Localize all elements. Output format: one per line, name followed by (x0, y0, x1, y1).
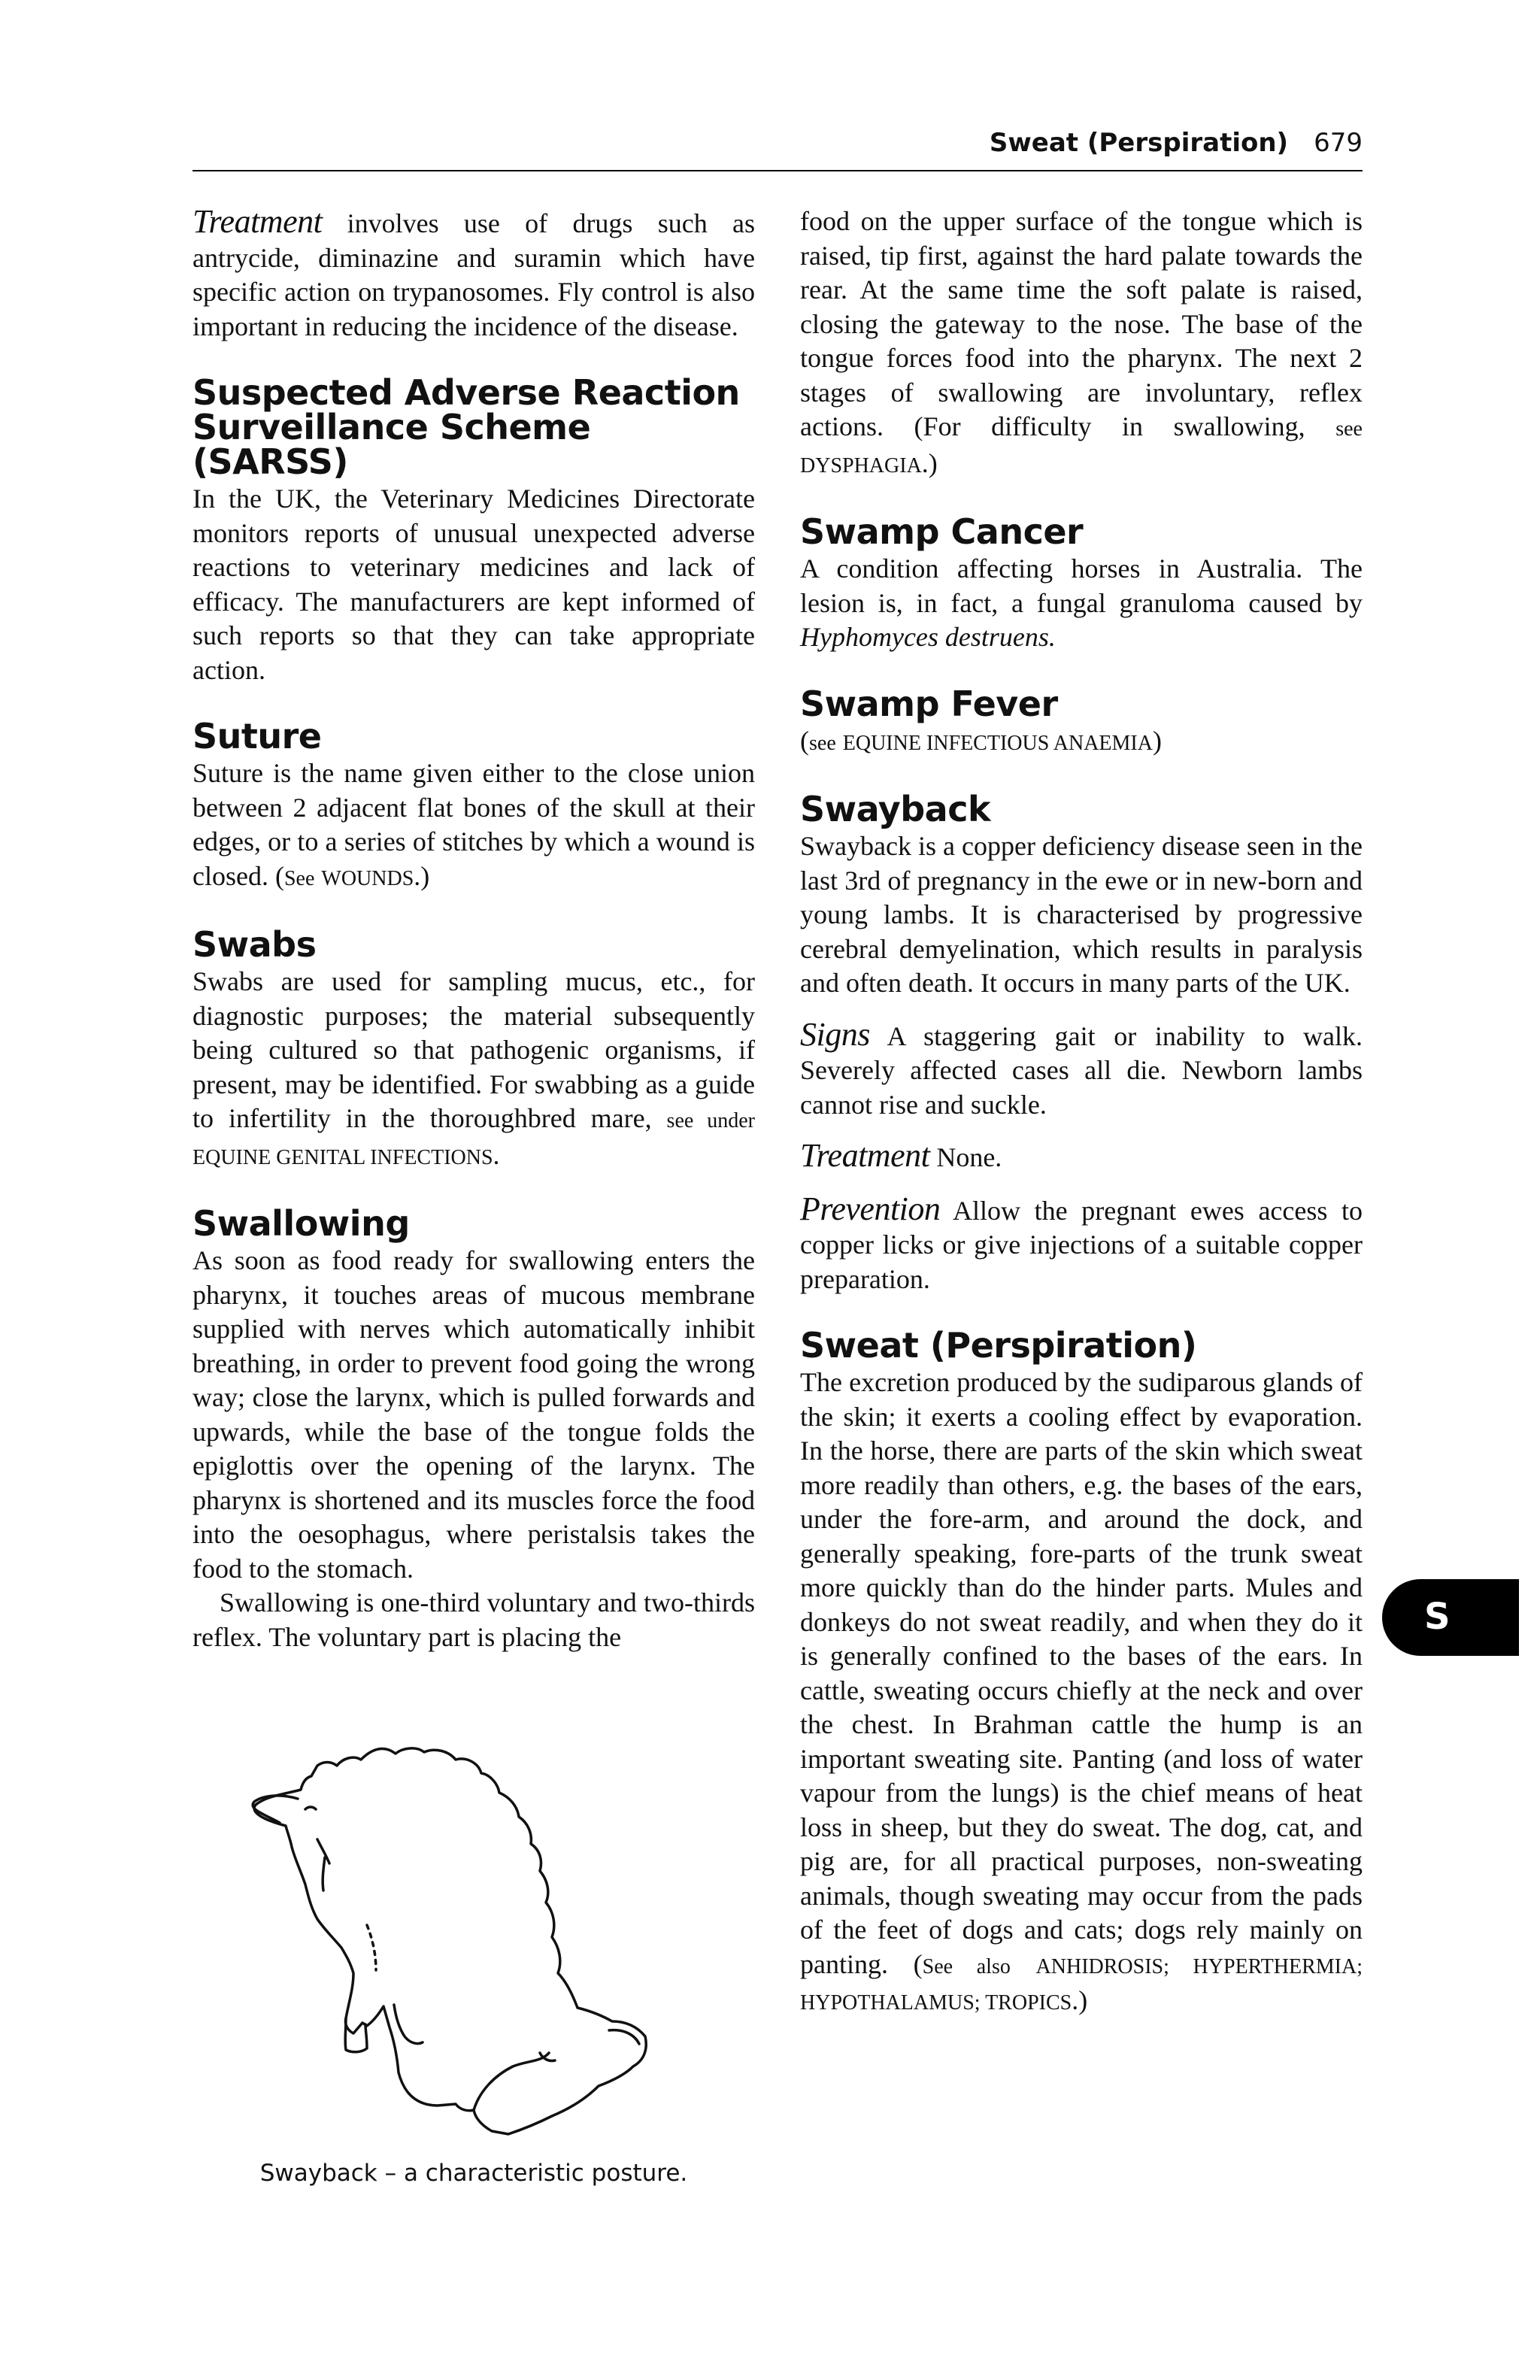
cross-reference-eia: EQUINE INFECTIOUS ANAEMIA (842, 731, 1153, 755)
cross-reference-dysphagia: DYSPHAGIA (800, 453, 922, 478)
swabs-text: Swabs are used for sampling mucus, etc., for diagnostic purposes; the material subsequently being cultured so that pathogenic organisms, if present, may be identified. For swabbing as a guide to infertility in the thoroughbred mare, (192, 966, 755, 1133)
swallowing-para-2: Swallowing is one-third voluntary and two-thirds reflex. The voluntary part is placing the (192, 1587, 755, 1652)
suture-paragraph (192, 756, 755, 896)
swabs-paragraph (192, 965, 755, 1175)
run-in-heading-treatment: Treatment (800, 1137, 930, 1174)
cross-reference-wounds: WOUNDS (321, 866, 414, 890)
cross-reference-list: ANHIDROSIS; HYPERTHERMIA; HYPOTHALAMUS; TROPICS (800, 1954, 1363, 2015)
lamb-jaw-line (323, 1857, 325, 1890)
swamp-cancer-text: A condition affecting horses in Australia. The lesion is, in fact, a fungal granuloma caused by (800, 553, 1363, 618)
page-number: 679 (1314, 128, 1363, 158)
swayback-prevention-text: Allow the pregnant ewes access to copper licks or give injections of a suitable copper preparation. (800, 1195, 1363, 1294)
see-label: see (1335, 417, 1363, 441)
entry-heading-sweat: Sweat (Perspiration) (800, 1325, 1197, 1366)
swallowing-continued-paragraph (800, 205, 1363, 483)
running-header (192, 128, 1363, 167)
swamp-fever-end: ) (1152, 725, 1162, 756)
sarss-text: In the UK, the Veterinary Medicines Directorate monitors reports of unusual unexpected adverse reactions to veterinary medicines and lack of efficacy. The manufacturers are kept informed of such reports so that they can take appropriate action. (192, 484, 755, 685)
swallowing-continued-text: food on the upper surface of the tongue which is raised, tip first, against the hard palate towards the rear. At the same time the soft palate is raised, closing the gateway to the nose. The base of the tongue forces food into the pharynx. The next 2 stages of swallowing are involuntary, reflex actions. (For difficulty in swallowing, (800, 206, 1363, 441)
lamb-tail (609, 2030, 639, 2044)
swallowing-continued-end: .) (921, 447, 938, 478)
see-label: See (283, 866, 315, 890)
see-also-label: See also (922, 1954, 1011, 1978)
running-header-title: Sweat (Perspiration) (989, 128, 1289, 158)
treatment-paragraph (192, 205, 755, 344)
lamb-front-leg-right (394, 2005, 423, 2044)
swamp-fever-open: ( (800, 725, 809, 756)
entry-heading-suture: Suture (192, 716, 322, 756)
sweat-paragraph (800, 1366, 1363, 2021)
swayback-prevention-paragraph (800, 1192, 1363, 1297)
entry-heading-swamp-cancer: Swamp Cancer (800, 511, 1084, 552)
entry-heading-swallowing: Swallowing (192, 1203, 410, 1244)
run-in-heading-prevention: Prevention (800, 1190, 941, 1227)
suture-text: Suture is the name given either to the close union between 2 adjacent flat bones of the skull at their edges, or to a series of stitches by which a wound is closed. ( (192, 758, 755, 891)
thumb-index-tab (1382, 1579, 1519, 1656)
header-rule (192, 170, 1363, 171)
lamb-illustration (233, 1699, 759, 2151)
swayback-treatment-paragraph (800, 1138, 1363, 1175)
lamb-ear (253, 1796, 298, 1823)
swayback-treatment-text: None. (929, 1142, 1002, 1172)
see-label: see under (666, 1109, 755, 1132)
swamp-fever-paragraph (800, 724, 1363, 761)
swayback-signs-text: A staggering gait or inability to walk. Severely affected cases all die. Newborn lambs cannot rise and suckle. (800, 1020, 1363, 1120)
swayback-lamb-figure (233, 1699, 759, 2181)
entry-heading-swamp-fever: Swamp Fever (800, 683, 1058, 724)
see-label: see (809, 731, 836, 755)
swayback-text: Swayback is a copper deficiency disease seen in the last 3rd of pregnancy in the ewe or in new-born and young lambs. It is characterised by progressive cerebral demyelination, which results in paralysis and often death. It occurs in many parts of the UK. (800, 831, 1363, 998)
cross-reference-equine-genital: EQUINE GENITAL INFECTIONS (192, 1145, 493, 1169)
entry-heading-swabs: Swabs (192, 924, 317, 965)
swabs-end: . (493, 1139, 500, 1170)
run-in-heading-treatment: Treatment (192, 203, 323, 240)
swamp-cancer-paragraph (800, 552, 1363, 655)
entry-heading-sarss: Suspected Adverse Reaction Surveillance Scheme (SARSS) (192, 372, 740, 482)
swayback-signs-paragraph (800, 1017, 1363, 1123)
organism-name: Hyphomyces destruens. (800, 622, 1056, 652)
sweat-end: .) (1072, 1985, 1088, 2015)
lamb-eye (305, 1807, 316, 1809)
swallowing-para-1: As soon as food ready for swallowing enters the pharynx, it touches areas of mucous membrane supplied with nerves which automatically inhibit breathing, in order to prevent food going the wrong way; close the larynx, which is pulled forwards and upwards, while the base of the tongue folds the epiglottis over the opening of the larynx. The pharynx is shortened and its muscles force the food into the oesophagus, where peristalsis takes the food to the stomach. (192, 1245, 755, 1584)
entry-heading-swayback: Swayback (800, 789, 991, 829)
treatment-text: involves use of drugs such as antrycide, diminazine and suramin which have specific action on trypanosomes. Fly control is also important in reducing the incidence of the disease. (192, 208, 755, 341)
suture-end: .) (414, 860, 430, 891)
run-in-heading-signs: Signs (800, 1015, 870, 1053)
sweat-text: The excretion produced by the sudiparous glands of the skin; it exerts a cooling effect by evaporation. In the horse, there are parts of the skin which sweat more readily than others, e.g. the bases of the ears, under the fore-arm, and around the dock, and generally speaking, fore-parts of the trunk sweat more quickly than do the hinder parts. Mules and donkeys do not sweat readily, and when they do it is generally confined to the bases of the ears. In cattle, sweating occurs chiefly at the neck and over the chest. In Brahman cattle the hump is an important sweating site. Panting (and loss of water vapour from the lungs) is the chief means of heat loss in sheep, but they do sweat. The dog, cat, and pig are, for all practical purposes, non-sweating animals, though sweating may occur from the pads of the feet of dogs and cats; dogs rely mainly on panting. ( (800, 1367, 1363, 1979)
thumb-index-letter: S (1424, 1596, 1451, 1638)
lamb-hind-leg (474, 2053, 549, 2110)
left-column (192, 205, 755, 1654)
right-column (800, 205, 1363, 2021)
figure-caption: Swayback – a characteristic posture. (259, 2160, 688, 2187)
lamb-chest-line (367, 1925, 376, 1970)
